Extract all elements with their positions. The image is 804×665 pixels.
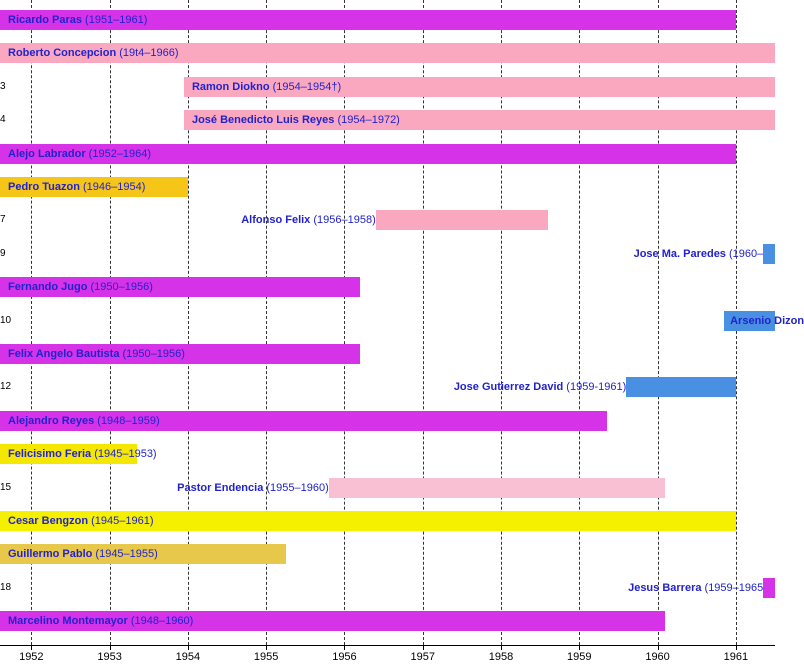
x-tick-label: 1955 bbox=[253, 651, 279, 663]
row-index-label: 4 bbox=[0, 114, 6, 126]
bar-label: Cesar Bengzon (1945–1961) bbox=[8, 515, 154, 527]
bar-label: Pedro Tuazon (1946–1954) bbox=[8, 181, 146, 193]
x-tick-label: 1954 bbox=[175, 651, 201, 663]
bar-label: Guillermo Pablo (1945–1955) bbox=[8, 548, 158, 561]
bar-label: Ricardo Paras (1951–1961) bbox=[8, 14, 148, 26]
bar-label: Marcelino Montemayor (1948–1960) bbox=[8, 615, 194, 628]
bar-label: Alfonso Felix (1956–1958) bbox=[241, 214, 376, 227]
bar-label: Pastor Endencia (1955–1960) bbox=[177, 481, 329, 494]
axis-tick bbox=[31, 645, 32, 650]
bar-label: Fernando Jugo (1950–1956) bbox=[8, 281, 153, 294]
row-index-label: 12 bbox=[0, 381, 12, 393]
x-tick-label: 1959 bbox=[567, 651, 592, 663]
x-tick-label: 1958 bbox=[488, 651, 514, 663]
axis-tick bbox=[266, 645, 267, 650]
x-tick-label: 1956 bbox=[332, 651, 357, 663]
bar-label: Felicisimo Feria (1945–1953) bbox=[8, 448, 157, 461]
axis-tick bbox=[423, 645, 424, 650]
bar-label: José Benedicto Luis Reyes (1954–1972) bbox=[191, 114, 400, 127]
row-index-label: 10 bbox=[0, 314, 12, 326]
bar-label: Jose Gutierrez David (1959-1961) bbox=[453, 381, 627, 394]
axis-tick bbox=[501, 645, 502, 650]
bar-label: Arsenio Dizon bbox=[730, 314, 804, 327]
row-index-label: 15 bbox=[0, 481, 12, 493]
axis-tick bbox=[658, 645, 659, 650]
x-tick-label: 1961 bbox=[723, 651, 749, 663]
timeline-bar[interactable] bbox=[626, 377, 736, 397]
bar-label: Alejo Labrador (1952–1964) bbox=[8, 147, 152, 160]
row-index-label: 3 bbox=[0, 80, 6, 92]
axis-tick bbox=[188, 645, 189, 650]
row-index-label: 9 bbox=[0, 247, 6, 259]
x-axis-line bbox=[0, 645, 775, 646]
timeline-bar[interactable] bbox=[376, 210, 548, 230]
axis-tick bbox=[110, 645, 111, 650]
x-tick-label: 1957 bbox=[410, 651, 435, 663]
bar-label: Roberto Concepcion (19t4–1966) bbox=[8, 47, 179, 60]
x-tick-label: 1953 bbox=[97, 651, 122, 663]
bar-label: Jesus Barrera (1959–1965 bbox=[628, 581, 764, 594]
x-tick-label: 1960 bbox=[645, 651, 670, 663]
axis-tick bbox=[579, 645, 580, 650]
bar-label: Ramon Diokno (1954–1954†) bbox=[191, 80, 342, 93]
bar-label: Jose Ma. Paredes (1960– bbox=[633, 247, 764, 260]
x-tick-label: 1952 bbox=[19, 651, 44, 663]
bar-label: Felix Angelo Bautista (1950–1956) bbox=[8, 348, 185, 360]
axis-tick bbox=[736, 645, 737, 650]
row-index-label: 7 bbox=[0, 214, 6, 226]
row-index-label: 18 bbox=[0, 581, 12, 593]
timeline-bar[interactable] bbox=[329, 478, 666, 498]
bar-label: Alejandro Reyes (1948–1959) bbox=[8, 414, 160, 427]
axis-tick bbox=[344, 645, 345, 650]
